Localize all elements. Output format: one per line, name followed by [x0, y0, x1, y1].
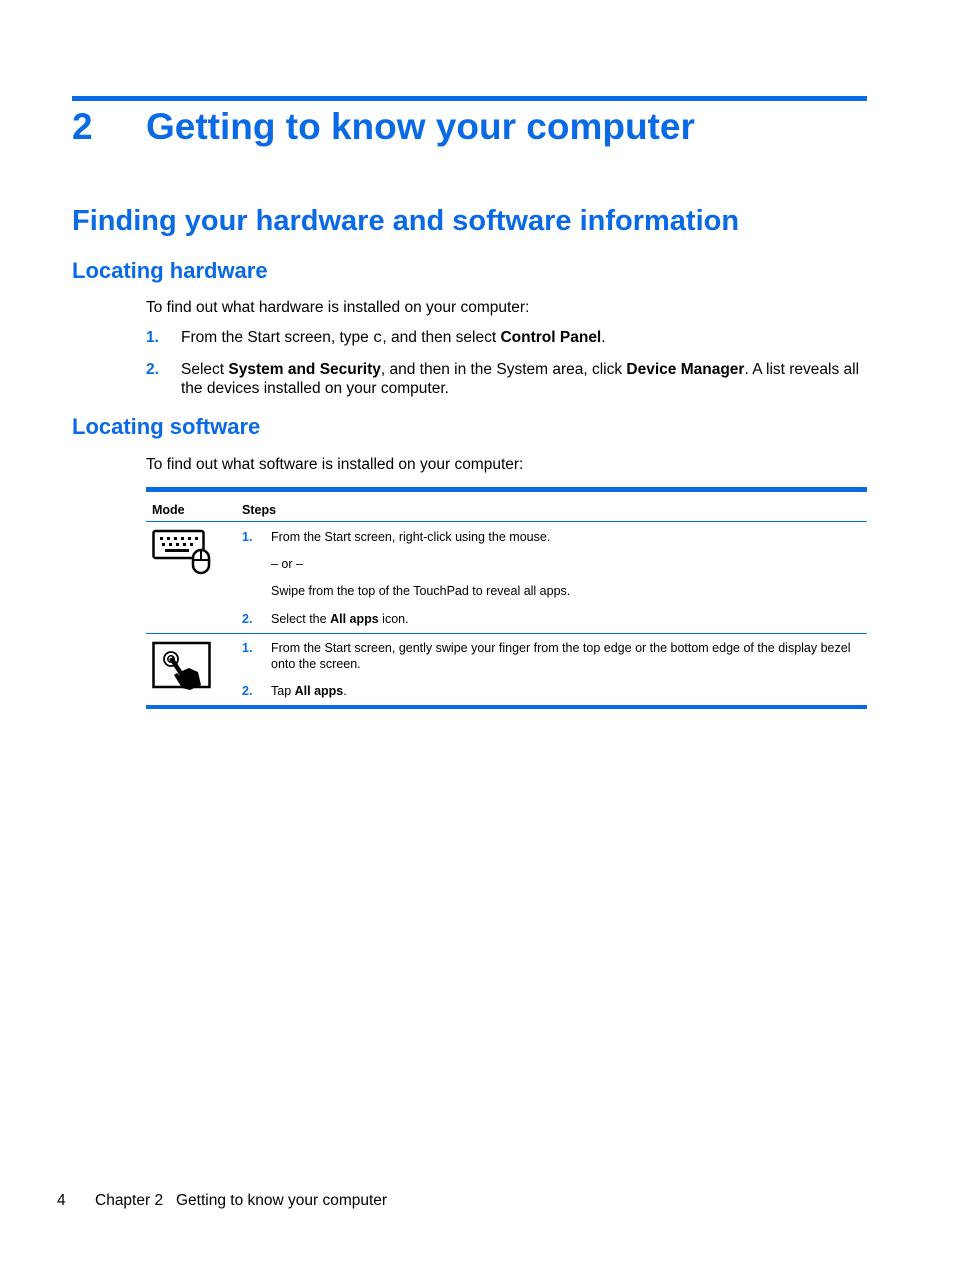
inline-code: c — [373, 329, 383, 347]
step-number: 2. — [242, 612, 253, 626]
step-text: From the Start screen, type c, and then select Control Panel. — [181, 329, 606, 347]
step-number: 1. — [146, 329, 159, 346]
step-number: 1. — [242, 641, 253, 655]
all-apps-term: All apps — [294, 684, 344, 698]
chapter-rule — [72, 96, 867, 101]
table-bottom-rule — [146, 706, 867, 709]
step-number: 1. — [242, 530, 253, 544]
step-number: 2. — [146, 361, 159, 378]
locating-software-heading: Locating software — [72, 414, 261, 439]
step-text: From the Start screen, right-click using the mouse. — [271, 530, 551, 544]
footer-text: Chapter 2 Getting to know your computer — [95, 1192, 388, 1209]
section-title: Finding your hardware and software information — [72, 205, 740, 237]
table-row-touch — [146, 634, 867, 706]
step-text: Select System and Security, and then in the System area, click Device Manager. A list reveals all the devices installed on your computer. — [181, 361, 860, 397]
chapter-title-text: Getting to know your computer — [146, 106, 695, 147]
step-number: 2. — [242, 684, 253, 698]
all-apps-term: All apps — [330, 612, 379, 626]
touch-gesture-icon — [152, 641, 212, 695]
table-header-row — [146, 492, 867, 522]
header-steps: Steps — [242, 503, 277, 517]
device-manager-term: Device Manager — [626, 361, 745, 378]
keyboard-mouse-icon — [152, 529, 212, 579]
locating-hardware-heading: Locating hardware — [72, 258, 268, 283]
chapter-number: 2 — [72, 106, 93, 147]
page-footer — [57, 1192, 387, 1210]
step-text: Swipe from the top of the TouchPad to reveal all apps. — [271, 584, 571, 598]
step-text: – or – — [271, 557, 303, 571]
step-text: Select the All apps icon. — [271, 612, 409, 626]
table-row-mouse — [146, 522, 867, 634]
header-mode: Mode — [152, 503, 185, 517]
step-text: From the Start screen, gently swipe your finger from the top edge or the bottom edge of the display bezel onto the screen. — [271, 641, 851, 671]
chapter-title — [72, 106, 695, 148]
system-security-term: System and Security — [228, 361, 381, 378]
software-intro: To find out what software is installed on your computer: — [146, 456, 524, 473]
page-number: 4 — [57, 1192, 66, 1209]
step-text: Tap All apps. — [271, 684, 347, 698]
software-steps-table — [146, 487, 867, 709]
control-panel-term: Control Panel — [500, 329, 602, 346]
hardware-intro: To find out what hardware is installed on your computer: — [146, 299, 530, 316]
